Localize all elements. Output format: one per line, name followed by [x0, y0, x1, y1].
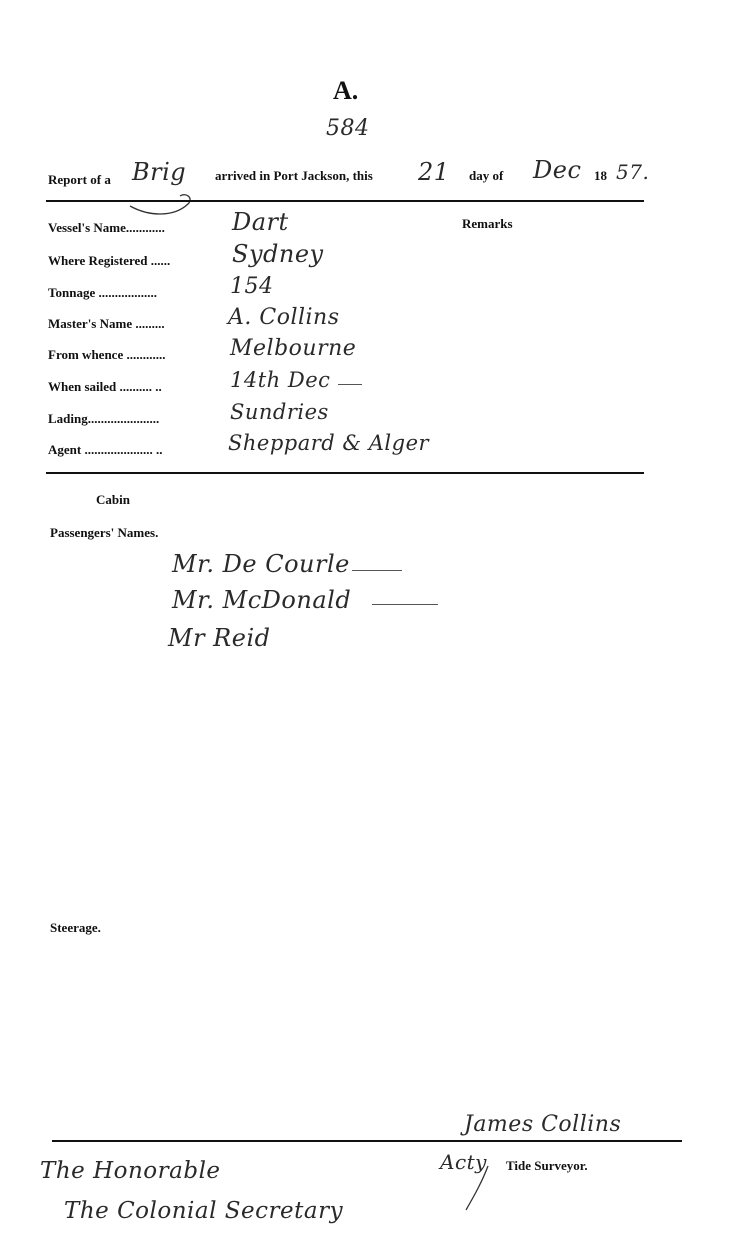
report-of-label: Report of a — [48, 172, 111, 187]
day-value: 21 — [418, 158, 450, 186]
arrived-label: arrived in Port Jackson, this — [215, 168, 373, 183]
passenger-2-dash — [372, 604, 438, 605]
footer-rule — [52, 1140, 682, 1142]
year-suffix: 57. — [616, 160, 650, 184]
remarks-label: Remarks — [462, 216, 513, 231]
cabin-passenger-3: Mr Reid — [168, 624, 271, 652]
dash-mark — [338, 384, 362, 385]
field-label-from-whence: From whence ............ — [48, 347, 166, 362]
year-prefix: 18 — [594, 168, 607, 183]
vessel-type-value: Brig — [132, 158, 187, 186]
document-number: 584 — [326, 116, 370, 141]
field-label-tonnage: Tonnage .................. — [48, 285, 157, 300]
field-value-when-sailed: 14th Dec — [230, 368, 331, 392]
surveyor-signature: James Collins — [464, 1112, 622, 1137]
addressee-line-1: The Honorable — [40, 1158, 221, 1184]
field-label-agent: Agent ..................... .. — [48, 442, 163, 457]
passenger-1-dash — [352, 570, 402, 571]
cabin-passenger-1: Mr. De Courle — [172, 550, 350, 578]
acting-abbreviation: Acty — [440, 1150, 487, 1174]
field-label-when-sailed: When sailed .......... .. — [48, 379, 162, 394]
field-value-from-whence: Melbourne — [230, 336, 357, 361]
field-label-lading: Lading...................... — [48, 411, 160, 426]
field-label-where-registered: Where Registered ...... — [48, 253, 171, 268]
form-letter: A. — [333, 76, 359, 105]
fields-rule — [46, 472, 644, 474]
addressee-line-2: The Colonial Secretary — [64, 1198, 344, 1224]
tide-surveyor-label: Tide Surveyor. — [506, 1158, 588, 1173]
flourish-mark — [128, 188, 198, 220]
steerage-label: Steerage. — [50, 920, 101, 935]
field-value-masters-name: A. Collins — [228, 305, 340, 330]
field-value-where-registered: Sydney — [232, 240, 324, 268]
header-rule — [46, 200, 644, 202]
field-value-lading: Sundries — [230, 400, 329, 424]
passengers-names-label: Passengers' Names. — [50, 525, 159, 540]
field-label-vessel-name: Vessel's Name............ — [48, 220, 165, 235]
field-value-vessel-name: Dart — [232, 208, 289, 236]
field-value-tonnage: 154 — [230, 274, 274, 299]
field-value-agent: Sheppard & Alger — [228, 431, 430, 455]
field-label-masters-name: Master's Name ......... — [48, 316, 165, 331]
cabin-passenger-2: Mr. McDonald — [172, 586, 352, 614]
cabin-label: Cabin — [96, 492, 130, 507]
acting-stroke-mark — [462, 1164, 492, 1214]
day-of-label: day of — [469, 168, 504, 183]
month-value: Dec — [533, 156, 582, 184]
